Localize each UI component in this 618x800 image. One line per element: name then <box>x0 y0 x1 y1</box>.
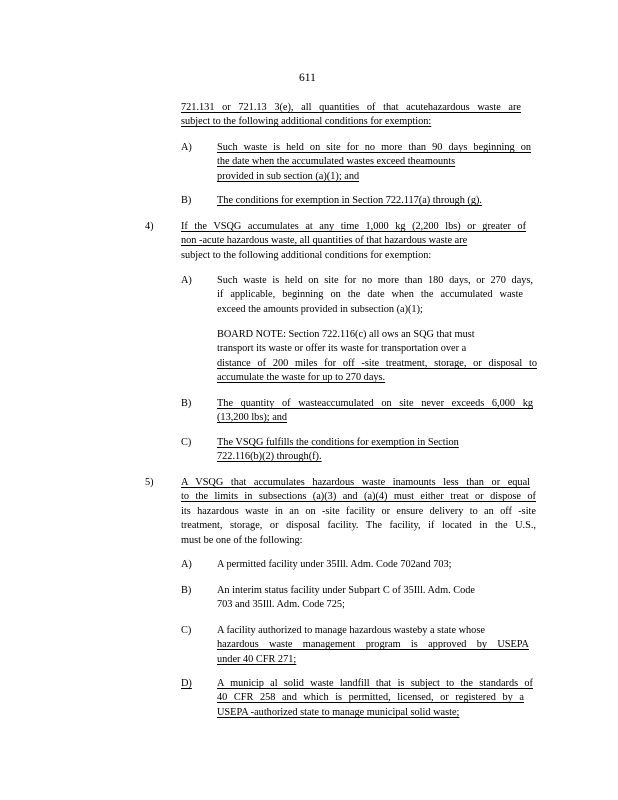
item-label: B) <box>181 585 192 596</box>
text-line: hazardous waste management program is approved by USEPA <box>217 639 529 651</box>
item-4c-text <box>217 436 533 465</box>
item-label: C) <box>181 625 192 636</box>
item-5b-text <box>217 584 527 613</box>
text-line: If the VSQG accumulates at any time 1,000 kg (2,200 lbs) or greater of <box>181 221 526 232</box>
text-line: exceed the amounts provided in subsection (a)(1); <box>217 303 423 315</box>
text-line: the date when the accumulated wastes exceed theamounts <box>217 156 456 168</box>
text-line: (13,200 lbs); and <box>217 412 288 424</box>
text-line: A facility authorized to manage hazardous wasteby a state whose <box>217 625 485 636</box>
text-line: A permitted facility under 35Ill. Adm. Code 702and 703; <box>217 559 452 570</box>
item-label: B) <box>181 398 192 409</box>
intro-paragraph <box>181 101 521 130</box>
item-label: A) <box>181 275 192 286</box>
text-line: The VSQG fulfills the conditions for exemption in Section <box>217 437 459 448</box>
item-label: A) <box>181 559 192 570</box>
text-line: Such waste is held on site for no more than 90 days beginning on <box>217 142 531 153</box>
text-line: its hazardous waste in an on -site facility or ensure delivery to an off -site <box>181 505 536 517</box>
text-line: provided in sub section (a)(1); and <box>217 170 360 182</box>
text-line: 722.116(b)(2) through(f). <box>217 451 322 463</box>
text-line: accumulate the waste for up to 270 days. <box>217 372 386 384</box>
text-line: must be one of the following: <box>181 534 303 546</box>
text-line: The quantity of wasteaccumulated on site never exceeds 6,000 kg <box>217 398 533 409</box>
text-line: under 40 CFR 271; <box>217 653 297 665</box>
item-label: A) <box>181 142 192 153</box>
page-number: 611 <box>299 72 316 84</box>
text-line: 703 and 35Ill. Adm. Code 725; <box>217 599 345 611</box>
text-line: BOARD NOTE: Section 722.116(c) all ows an SQG that must <box>217 329 475 340</box>
text-line: The conditions for exemption in Section 722.117(a) through (g). <box>217 195 482 206</box>
item-5d-text <box>217 677 533 720</box>
text-line: non -acute hazardous waste, all quantities of that hazardous waste are <box>181 235 468 247</box>
text-line: subject to the following additional conditions for exemption: <box>181 249 432 261</box>
item-label: D) <box>181 678 192 689</box>
item-3a-text <box>217 141 531 184</box>
item-5a-text <box>217 558 527 572</box>
text-line: distance of 200 miles for off -site treatment, storage, or disposal to <box>217 357 537 369</box>
item-label: 5) <box>145 477 154 488</box>
item-label: C) <box>181 437 192 448</box>
item-4a-text <box>217 274 533 317</box>
text-line: to the limits in subsections (a)(3) and (a)(4) must either treat or dispose of <box>181 491 536 503</box>
item-5c-text <box>217 624 533 667</box>
item-label: 4) <box>145 221 154 232</box>
text-line: if applicable, beginning on the date when the accumulated waste <box>217 289 523 301</box>
text-line: An interim status facility under Subpart C of 35Ill. Adm. Code <box>217 585 475 596</box>
board-note <box>217 328 537 386</box>
text-line: subject to the following additional conditions for exemption: <box>181 116 432 128</box>
text-line: 721.131 or 721.13 3(e), all quantities of that acutehazardous waste are <box>181 102 521 113</box>
text-line: transport its waste or offer its waste for transportation over a <box>217 343 467 355</box>
text-line: USEPA -authorized state to manage municipal solid waste; <box>217 706 460 718</box>
text-line: A VSQG that accumulates hazardous waste inamounts less than or equal <box>181 477 530 488</box>
item-4-text <box>181 220 526 263</box>
item-5-text <box>181 476 536 548</box>
item-3b-text <box>217 194 531 208</box>
text-line: treatment, storage, or disposal facility. The facility, if located in the U.S., <box>181 520 536 532</box>
text-line: Such waste is held on site for no more than 180 days, or 270 days, <box>217 275 533 286</box>
text-line: A municip al solid waste landfill that is subject to the standards of <box>217 678 533 689</box>
item-label: B) <box>181 195 192 206</box>
text-line: 40 CFR 258 and which is permitted, licensed, or registered by a <box>217 692 524 704</box>
item-4b-text <box>217 397 533 426</box>
